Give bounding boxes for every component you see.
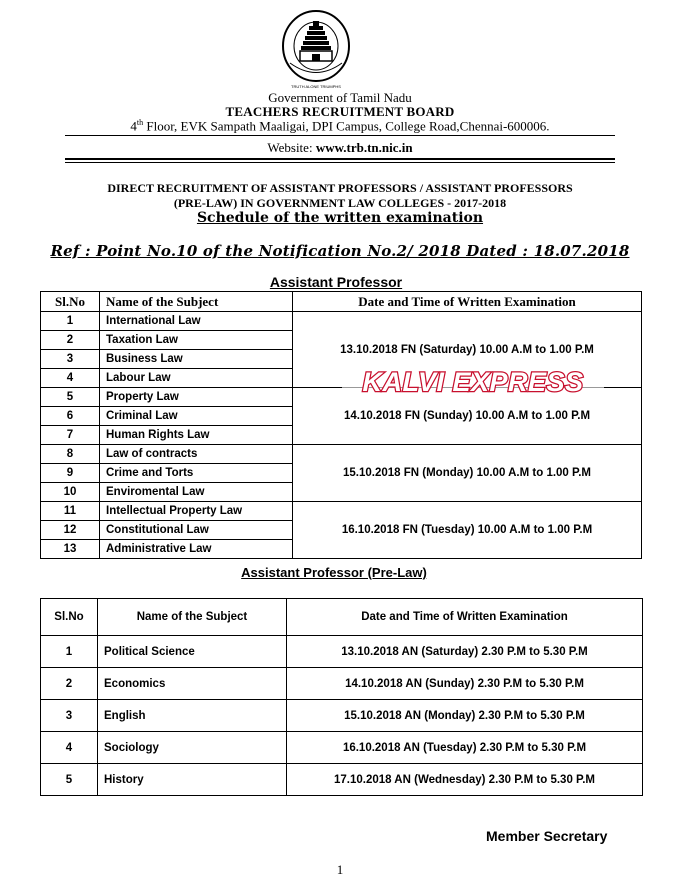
table-row [41,445,642,464]
row-subject: Political Science [98,636,287,668]
exam-date-cell: 15.10.2018 AN (Monday) 2.30 P.M to 5.30 P.M [287,700,643,732]
row-number: 5 [41,388,100,407]
website-link[interactable]: www.trb.tn.nic.in [315,140,413,155]
row-number: 2 [41,668,98,700]
exam-date-cell: 16.10.2018 AN (Tuesday) 2.30 P.M to 5.30 P.M [287,732,643,764]
address-floor: 4 [130,118,137,134]
exam-date-cell: 16.10.2018 FN (Tuesday) 10.00 A.M to 1.00 P.M [293,502,642,559]
table-row [41,700,643,732]
row-number: 13 [41,540,100,559]
column-header-date: Date and Time of Written Examination [293,292,642,312]
exam-date-cell: 14.10.2018 AN (Sunday) 2.30 P.M to 5.30 P.M [287,668,643,700]
row-subject: Sociology [98,732,287,764]
row-subject: Criminal Law [100,407,293,426]
column-header-date: Date and Time of Written Examination [287,599,643,636]
row-subject: Taxation Law [100,331,293,350]
table-row [41,764,643,796]
row-number: 3 [41,700,98,732]
row-subject: History [98,764,287,796]
row-number: 1 [41,312,100,331]
column-header-slno: Sl.No [41,599,98,636]
table-header-row [41,599,643,636]
row-number: 10 [41,483,100,502]
svg-text:TRUTH ALONE TRIUMPHS: TRUTH ALONE TRIUMPHS [291,84,341,89]
exam-date-cell: 13.10.2018 AN (Saturday) 2.30 P.M to 5.30 P.M [287,636,643,668]
table-header-row [41,292,642,312]
header-double-rule-top [65,158,615,160]
header-double-rule-bottom [65,162,615,163]
row-number: 11 [41,502,100,521]
row-subject: Administrative Law [100,540,293,559]
row-subject: Human Rights Law [100,426,293,445]
row-subject: International Law [100,312,293,331]
row-subject: English [98,700,287,732]
exam-date-cell: 13.10.2018 FN (Saturday) 10.00 A.M to 1.00 P.M [293,312,642,388]
row-subject: Crime and Torts [100,464,293,483]
row-subject: Enviromental Law [100,483,293,502]
row-number: 12 [41,521,100,540]
table-row [41,668,643,700]
watermark-text: KALVI EXPRESS [362,367,584,397]
row-number: 1 [41,636,98,668]
row-subject: Constitutional Law [100,521,293,540]
title-line-2: (PRE-LAW) IN GOVERNMENT LAW COLLEGES - 2017-2018 [173,196,507,210]
row-subject: Labour Law [100,369,293,388]
page-number: 1 [336,862,344,877]
row-subject: Law of contracts [100,445,293,464]
table-row [41,312,642,331]
row-number: 6 [41,407,100,426]
board-name: TEACHERS RECRUITMENT BOARD [225,104,455,119]
row-number: 7 [41,426,100,445]
column-header-slno: Sl.No [41,292,100,312]
table-row [41,732,643,764]
government-name: Government of Tamil Nadu [268,90,412,105]
table-row [41,636,643,668]
exam-date-cell: 15.10.2018 FN (Monday) 10.00 A.M to 1.00 P.M [293,445,642,502]
section-pre-law-heading: Assistant Professor (Pre-Law) [241,565,427,580]
website-line [0,140,680,156]
row-subject: Intellectual Property Law [100,502,293,521]
kalvi-express-watermark [342,365,604,397]
exam-date-cell: 17.10.2018 AN (Wednesday) 2.30 P.M to 5.30 P.M [287,764,643,796]
row-number: 4 [41,732,98,764]
address-rest: Floor, EVK Sampath Maaligai, DPI Campus, College Road,Chennai-600006. [143,118,550,134]
column-header-subject: Name of the Subject [100,292,293,312]
assistant-professor-table [40,291,642,559]
website-label: Website: [267,140,316,155]
row-subject: Economics [98,668,287,700]
reference-line: Ref : Point No.10 of the Notification No.2/ 2018 Dated : 18.07.2018 [50,242,630,260]
column-header-subject: Name of the Subject [98,599,287,636]
board-address [0,118,680,134]
row-subject: Property Law [100,388,293,407]
header-divider [65,135,615,136]
member-secretary-signature: Member Secretary [486,828,608,844]
row-number: 4 [41,369,100,388]
pre-law-table [40,598,643,796]
row-subject: Business Law [100,350,293,369]
tamil-nadu-emblem-icon [280,8,352,90]
row-number: 9 [41,464,100,483]
row-number: 8 [41,445,100,464]
section-assistant-professor-heading: Assistant Professor [269,274,403,290]
title-line-1: DIRECT RECRUITMENT OF ASSISTANT PROFESSORS / ASSISTANT PROFESSORS [107,181,573,195]
exam-date-cell: 14.10.2018 FN (Sunday) 10.00 A.M to 1.00 P.M [293,388,642,445]
table-row [41,502,642,521]
address-floor-suffix: th [136,118,144,127]
schedule-heading: Schedule of the written examination [196,210,484,226]
row-number: 5 [41,764,98,796]
row-number: 3 [41,350,100,369]
row-number: 2 [41,331,100,350]
